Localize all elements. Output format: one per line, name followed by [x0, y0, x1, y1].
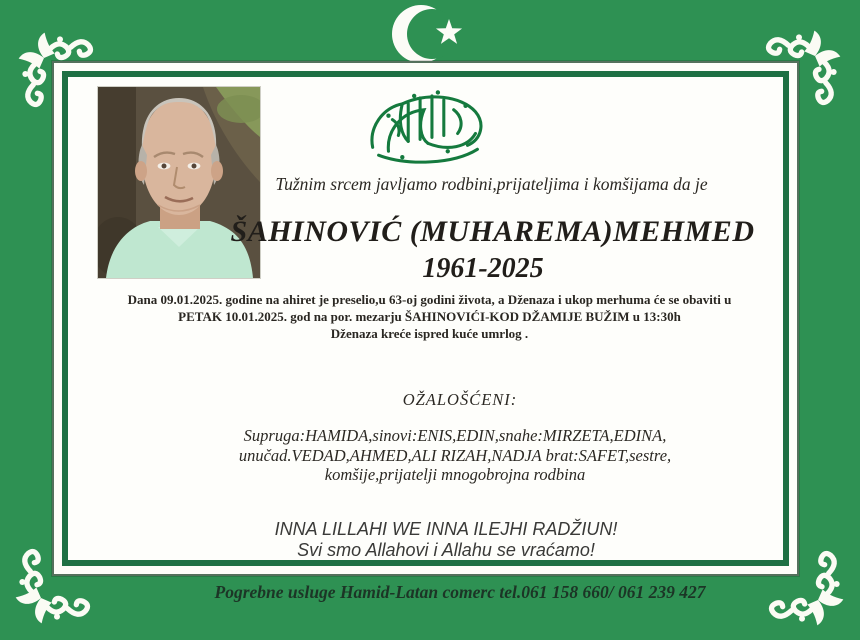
funeral-details	[78, 291, 781, 342]
funeral-services-footer: Pogrebne usluge Hamid-Latan comerc tel.061 158 660/ 061 239 427	[214, 582, 706, 602]
birth-death-years: 1961-2025	[422, 253, 544, 284]
notice-card	[52, 61, 799, 576]
prayer-line1: INNA LILLAHI WE INNA ILEJHI RADŽIUN!	[274, 519, 618, 539]
deceased-name: ŠAHINOVIĆ (MUHAREMA)MEHMED	[230, 215, 755, 248]
crescent-and-star-icon	[391, 2, 469, 66]
mourners-line3: komšije,prijatelji mnogobrojna rodbina	[324, 465, 586, 484]
prayer-lines	[109, 519, 783, 561]
prayer-line2: Svi smo Allahovi i Allahu se vraćamo!	[297, 540, 595, 560]
funeral-details-line3: Dženaza kreće ispred kuće umrlog .	[330, 326, 529, 341]
mourners-list	[127, 426, 783, 485]
mourners-line2: unučad.VEDAD,AHMED,ALI RIZAH,NADJA brat:SAFET,sestre,	[238, 445, 672, 465]
mourners-line1: Supruga:HAMIDA,sinovi:ENIS,EDIN,snahe:MIRZETA,EDINA,	[243, 426, 667, 445]
funeral-details-line1: Dana 09.01.2025. godine na ahiret je preselio,u 63-oj godini života, a Dženaza i ukop merhuma će se obaviti u	[127, 292, 732, 307]
bismillah-calligraphy-icon	[358, 90, 498, 174]
funeral-details-line2: PETAK 10.01.2025. god na por. mezarju ŠAHINOVIĆI-KOD DŽAMIJE BUŽIM u 13:30h	[178, 309, 681, 324]
intro-line: Tužnim srcem javljamo rodbini,prijateljima i komšijama da je	[275, 174, 708, 194]
notice-card-inner-frame	[62, 71, 789, 566]
mourners-heading: OŽALOŠĆENI:	[402, 390, 518, 409]
